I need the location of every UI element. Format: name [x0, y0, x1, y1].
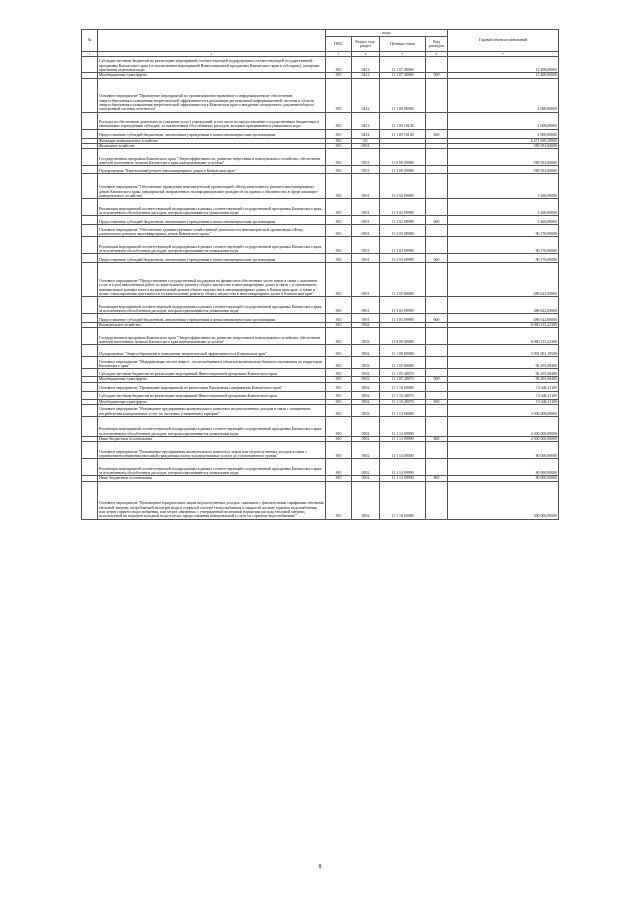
row-grbs-cell: 810	[326, 143, 352, 148]
index-cell: 7	[448, 52, 559, 57]
row-number-cell	[82, 199, 98, 216]
row-number-cell	[82, 314, 98, 323]
row-csr-cell: 11 3 02 09990	[380, 199, 426, 216]
row-vr-cell	[426, 57, 448, 73]
row-vr-cell	[426, 442, 448, 459]
row-amount-cell: 3 260,00000	[448, 199, 559, 216]
row-csr-cell: 11 0 00 00000	[380, 149, 426, 166]
row-grbs-cell: 810	[326, 417, 352, 437]
row-name-cell: Основное мероприятие "Возмещение юридическим лицам недополученных доходов, связанных с фактическими тарифными объемами тепловой энергии, потребляемой на нагрев воды в открытой системе теплоснабжения и закрытой системе горячего водоснабжения, или затрат горячего водоснабжения, или затрат, связанных с утвержденной величиной норматива расхода тепловой энергии, используемой на подогрев холодной воды в целях предоставления коммунальной услуги по горячему водоснабжению"	[98, 481, 326, 519]
row-razdel-cell: 0502	[352, 377, 380, 382]
row-number-cell	[82, 369, 98, 377]
row-grbs-cell: 810	[326, 481, 352, 519]
row-razdel-cell: 0502	[352, 417, 380, 437]
page-number: 8	[318, 864, 322, 870]
row-amount-cell: 580 052,00000	[448, 149, 559, 166]
budget-table	[81, 29, 559, 520]
table-row	[82, 166, 559, 174]
row-number-cell	[82, 254, 98, 263]
table-row	[82, 481, 559, 519]
row-csr-cell: 11 1 13 09990	[380, 437, 426, 442]
table-row	[82, 391, 559, 399]
row-amount-cell: 80 000,00000	[448, 459, 559, 476]
row-grbs-cell: 810	[326, 225, 352, 237]
table-row	[82, 225, 559, 237]
row-csr-cell: 11 3 03 09990	[380, 237, 426, 254]
row-amount-cell: 15 446,11100	[448, 382, 559, 391]
row-vr-cell	[426, 78, 448, 112]
row-amount-cell: 4 300 000,00000	[448, 417, 559, 437]
row-grbs-cell: 810	[326, 377, 352, 382]
row-amount-cell: 96 455,08400	[448, 357, 559, 369]
row-razdel-cell: 0502	[352, 391, 380, 399]
row-number-cell	[82, 263, 98, 297]
table-row	[82, 405, 559, 417]
row-vr-cell	[426, 199, 448, 216]
row-razdel-cell: 0502	[352, 369, 380, 377]
row-razdel-cell: 0501	[352, 174, 380, 199]
row-grbs-cell: 810	[326, 399, 352, 404]
row-vr-cell: 800	[426, 476, 448, 481]
row-razdel-cell: 0412	[352, 129, 380, 138]
row-name-cell: Подпрограмма "Энергосбережение и повышение энергетической эффективности в Камчатском крае"	[98, 345, 326, 357]
row-razdel-cell: 0412	[352, 112, 380, 129]
row-grbs-cell: 810	[326, 263, 352, 297]
row-grbs-cell: 810	[326, 138, 352, 143]
table-row	[82, 345, 559, 357]
row-amount-cell: 200 000,00000	[448, 481, 559, 519]
row-name-cell: Основное мероприятие "Обеспечение административно-хозяйственной деятельности некоммерческой организации «Фонд капитального ремонта многоквартирных домов Камчатского края»"	[98, 225, 326, 237]
row-razdel-cell: 0412	[352, 57, 380, 73]
row-name-cell: Основное мероприятие "Модернизация систем энерго-, теплоснабжения в объектов коммунально-бытового назначения на территории Камчатского края"	[98, 357, 326, 369]
row-grbs-cell: 810	[326, 314, 352, 323]
row-csr-cell: 11 1 05 40070	[380, 377, 426, 382]
row-amount-cell: 15 446,11100	[448, 391, 559, 399]
row-razdel-cell: 0501	[352, 166, 380, 174]
table-row	[82, 369, 559, 377]
row-csr-cell: 11 3 05 09990	[380, 297, 426, 314]
row-csr-cell: 11 1 10 00000	[380, 382, 426, 391]
table-row	[82, 328, 559, 345]
row-grbs-cell: 810	[326, 369, 352, 377]
row-name-cell: Основное мероприятие "Предоставление государственной поддержки на финансовое обеспечение части затрат в связи с оказанием услуг и (или) выполнением работ по капитальному ремонту общего имущества в многоквартирных домах в связи с установлением минимального размера взноса на капитальный ремонт общего имущества в многоквартирных домах в Камчатском крае, а также в целях стимулирования деятельности по капитальному ремонту общего имущества в многоквартирных домах в Камчатском крае"	[98, 263, 326, 297]
row-razdel-cell: 0412	[352, 78, 380, 112]
row-amount-cell: 580 052,00000	[448, 166, 559, 174]
index-cell: 6	[426, 52, 448, 57]
row-grbs-cell: 810	[326, 112, 352, 129]
row-razdel-cell: 0502	[352, 357, 380, 369]
table-row	[82, 382, 559, 391]
row-razdel-cell: 0501	[352, 297, 380, 314]
row-csr-cell: 11 1 00 00000	[380, 345, 426, 357]
row-vr-cell	[426, 225, 448, 237]
row-name-cell: Реализация мероприятий соответствующей подпрограммы в рамках соответствующей государственной программы Камчатского края, за исключением обособленных расходов, которым присваиваются уникальные коды	[98, 459, 326, 476]
row-grbs-cell: 810	[326, 78, 352, 112]
row-amount-cell: 96 455,08400	[448, 369, 559, 377]
index-cell: 2	[98, 52, 326, 57]
row-csr-cell: 11 1 14 09990	[380, 459, 426, 476]
table-row	[82, 174, 559, 199]
index-cell: 4	[352, 52, 380, 57]
row-name-cell: Межбюджетные трансферты	[98, 73, 326, 78]
row-vr-cell: 600	[426, 129, 448, 138]
row-name-cell: Основное мероприятие "Возмещение предприятиям коммунального комплекса недополученных доходов в связи с понижением потребителям коммунальных услуг по льготным (сниженным) тарифам"	[98, 405, 326, 417]
row-grbs-cell: 810	[326, 129, 352, 138]
row-amount-cell: 5 091 901,19500	[448, 345, 559, 357]
row-csr-cell: 11 0 00 00000	[380, 328, 426, 345]
row-vr-cell: 500	[426, 399, 448, 404]
table-row	[82, 314, 559, 323]
row-name-cell: Основное мероприятие "Возмещение предприятиям коммунального комплекса затрат или недополученных доходов в связи с ограничением изменения вносимой гражданами платы за коммунальные услуги до установленного уровня"	[98, 442, 326, 459]
row-amount-cell: 13 400,00000	[448, 73, 559, 78]
row-name-cell: Коммунальное хозяйство	[98, 323, 326, 328]
row-amount-cell: 6 060 215,22300	[448, 323, 559, 328]
row-csr-cell: 11 1 13 09990	[380, 417, 426, 437]
row-name-cell: Реализация мероприятий соответствующей подпрограммы в рамках соответствующей государственной программы Камчатского края, за исключением обособленных расходов, которым присваиваются уникальные коды	[98, 237, 326, 254]
row-razdel-cell: 0502	[352, 328, 380, 345]
row-amount-cell: 15 446,11100	[448, 399, 559, 404]
row-grbs-cell: 810	[326, 323, 352, 328]
row-vr-cell	[426, 391, 448, 399]
row-razdel-cell: 0501	[352, 216, 380, 225]
row-vr-cell	[426, 297, 448, 314]
row-grbs-cell: 810	[326, 254, 352, 263]
row-csr-cell: 11 3 02 00000	[380, 174, 426, 199]
row-name-cell: Иные бюджетные ассигнования	[98, 437, 326, 442]
header-name	[98, 30, 326, 52]
row-amount-cell: 2 000,00000	[448, 129, 559, 138]
row-vr-cell	[426, 149, 448, 166]
index-cell: 3	[326, 52, 352, 57]
table-row	[82, 112, 559, 129]
row-csr-cell: 11 1 14 00000	[380, 442, 426, 459]
row-csr-cell: 11 1 10 40070	[380, 399, 426, 404]
row-number-cell	[82, 112, 98, 129]
row-name-cell: Реализация мероприятий соответствующей подпрограммы в рамках соответствующей государственной программы Камчатского края, за исключением обособленных расходов, которым присваиваются уникальные коды	[98, 417, 326, 437]
row-number-cell	[82, 225, 98, 237]
row-grbs-cell: 810	[326, 442, 352, 459]
row-grbs-cell: 810	[326, 405, 352, 417]
row-vr-cell	[426, 481, 448, 519]
row-csr-cell: 11 1 18 00000	[380, 481, 426, 519]
table-row	[82, 129, 559, 138]
table-row	[82, 263, 559, 297]
table-row	[82, 237, 559, 254]
row-number-cell	[82, 345, 98, 357]
row-vr-cell: 500	[426, 377, 448, 382]
row-name-cell: Жилищное хозяйство	[98, 143, 326, 148]
row-amount-cell: 6 471 659,29900	[448, 138, 559, 143]
row-razdel-cell: 0502	[352, 345, 380, 357]
table-row	[82, 459, 559, 476]
row-name-cell: Предоставление субсидий бюджетным, автономным учреждениям и иным некоммерческим организациям	[98, 216, 326, 225]
row-number-cell	[82, 459, 98, 476]
row-grbs-cell: 810	[326, 73, 352, 78]
row-amount-cell: 90 170,00000	[448, 225, 559, 237]
row-number-cell	[82, 216, 98, 225]
row-name-cell: Межбюджетные трансферты	[98, 377, 326, 382]
index-cell: 5	[380, 52, 426, 57]
header-razdel: Раздел, под-раздел	[352, 37, 380, 52]
row-amount-cell: 96 455,08400	[448, 377, 559, 382]
row-vr-cell	[426, 263, 448, 297]
header-no: №	[82, 30, 98, 52]
row-name-cell: Реализация мероприятий соответствующей подпрограммы в рамках соответствующей государственной программы Камчатского края, за исключением обособленных расходов, которым присваиваются уникальные коды	[98, 297, 326, 314]
table-row	[82, 297, 559, 314]
row-vr-cell: 500	[426, 73, 448, 78]
table-row	[82, 78, 559, 112]
row-vr-cell	[426, 345, 448, 357]
row-csr-cell: 11 1 07 40060	[380, 73, 426, 78]
row-grbs-cell: 810	[326, 149, 352, 166]
row-number-cell	[82, 405, 98, 417]
row-razdel-cell: 0501	[352, 314, 380, 323]
header-amount: Годовой объем ассигнований	[448, 30, 559, 52]
row-name-cell: Межбюджетные трансферты	[98, 399, 326, 404]
row-razdel-cell: 0502	[352, 442, 380, 459]
row-number-cell	[82, 442, 98, 459]
row-grbs-cell: 810	[326, 237, 352, 254]
row-razdel-cell: 0501	[352, 254, 380, 263]
row-vr-cell: 600	[426, 314, 448, 323]
row-vr-cell	[426, 166, 448, 174]
row-vr-cell	[426, 328, 448, 345]
row-name-cell: Реализация мероприятий соответствующей подпрограммы в рамках соответствующей государственной программы Камчатского края, за исключением обособленных расходов, которым присваиваются уникальные коды	[98, 199, 326, 216]
table-row	[82, 216, 559, 225]
row-name-cell: Иные бюджетные ассигнования	[98, 476, 326, 481]
row-razdel-cell: 0412	[352, 73, 380, 78]
row-csr-cell: 11 3 02 09990	[380, 216, 426, 225]
row-razdel-cell: 0501	[352, 263, 380, 297]
row-amount-cell: 486 622,00000	[448, 314, 559, 323]
row-vr-cell	[426, 405, 448, 417]
row-amount-cell: 3 260,00000	[448, 216, 559, 225]
row-name-cell: Расходы на обеспечение деятельности (оказание услуг) учреждений, в том числе на предоставление государственным бюджетным и автономным учреждениям субсидий, за исключением обособленных расходов, которым присваиваются уникальные коды	[98, 112, 326, 129]
row-amount-cell: 4 300 000,00000	[448, 437, 559, 442]
row-number-cell	[82, 166, 98, 174]
row-grbs-cell: 810	[326, 459, 352, 476]
row-razdel-cell: 0502	[352, 459, 380, 476]
row-number-cell	[82, 78, 98, 112]
header-grbs: ГРБС	[326, 37, 352, 52]
row-number-cell	[82, 357, 98, 369]
row-name-cell: Субсидии местным бюджетам на реализацию мероприятий Инвестиционной программы Камчатского края	[98, 369, 326, 377]
row-csr-cell: 11 1 14 09990	[380, 476, 426, 481]
row-vr-cell	[426, 357, 448, 369]
header-codes: коды	[326, 30, 448, 37]
row-amount-cell: 3 260,00000	[448, 174, 559, 199]
header-vr: Вид расходов	[426, 37, 448, 52]
index-cell: 1	[82, 52, 98, 57]
row-name-cell: Жилищно-коммунальное хозяйство	[98, 138, 326, 143]
row-number-cell	[82, 382, 98, 391]
row-grbs-cell: 810	[326, 382, 352, 391]
row-name-cell: Государственная программа Камчатского края "Энергоэффективность, развитие энергетики и коммунального хозяйства, обеспечение жителей населенных пунктов Камчатского края коммунальными услугами"	[98, 149, 326, 166]
row-razdel-cell: 0501	[352, 143, 380, 148]
row-csr-cell: 11 1 05 40070	[380, 369, 426, 377]
row-razdel-cell: 0502	[352, 323, 380, 328]
row-name-cell: Основное мероприятие "Проведение мероприятий по организационно-правовому и информационному обеспечению энергосбережения и повышения энергетической эффективности в реализации региональной информационной системы в области энергосбережения и повышения энергетической эффективности в Камчатском крае и внедрение электронного документооборота электронной системы отчетности"	[98, 78, 326, 112]
row-amount-cell: 13 400,00000	[448, 57, 559, 73]
row-grbs-cell: 810	[326, 199, 352, 216]
row-vr-cell: 800	[426, 437, 448, 442]
table-row	[82, 149, 559, 166]
row-csr-cell: 11 1 10 40070	[380, 391, 426, 399]
row-vr-cell	[426, 174, 448, 199]
row-name-cell: Основное мероприятие "Обеспечение проведения некоммерческой организацией «Фонд капитального ремонта многоквартирных домов Камчатского края» мероприятий, направленных на информирование граждан об их правах и обязанностях в сфере жилищно-коммунального хозяйства"	[98, 174, 326, 199]
row-vr-cell: 600	[426, 216, 448, 225]
row-name-cell: Основное мероприятие "Проведение мероприятий по реализации Программы газификации Камчатского края"	[98, 382, 326, 391]
row-number-cell	[82, 391, 98, 399]
row-csr-cell: 11 1 09 00000	[380, 78, 426, 112]
row-amount-cell: 90 170,00000	[448, 254, 559, 263]
row-amount-cell: 2 000,00000	[448, 78, 559, 112]
row-number-cell	[82, 57, 98, 73]
row-razdel-cell: 0502	[352, 481, 380, 519]
row-amount-cell: 2 000,00000	[448, 112, 559, 129]
row-csr-cell: 11 3 03 09990	[380, 254, 426, 263]
row-csr-cell: 11 1 05 00000	[380, 357, 426, 369]
row-amount-cell: 80 000,00000	[448, 476, 559, 481]
table-row	[82, 442, 559, 459]
row-name-cell: Субсидии местным бюджетам на реализацию мероприятий соответствующей подпрограммы соответствующей государственной программы Камчатского края (за исключением мероприятий Инвестиционной программы Камчатского края в субсидиях), которыми присвоены отдельные коды	[98, 57, 326, 73]
row-amount-cell: 90 170,00000	[448, 237, 559, 254]
row-amount-cell: 580 052,00000	[448, 143, 559, 148]
row-number-cell	[82, 149, 98, 166]
row-number-cell	[82, 328, 98, 345]
budget-document	[81, 29, 558, 520]
row-razdel-cell: 05	[352, 138, 380, 143]
row-name-cell: Предоставление субсидий бюджетным, автономным учреждениям и иным некоммерческим организациям	[98, 254, 326, 263]
row-csr-cell: 11 3 03 00000	[380, 225, 426, 237]
table-row	[82, 417, 559, 437]
row-grbs-cell: 810	[326, 391, 352, 399]
row-grbs-cell: 810	[326, 297, 352, 314]
row-grbs-cell: 810	[326, 345, 352, 357]
table-row	[82, 199, 559, 216]
table-row	[82, 254, 559, 263]
row-number-cell	[82, 481, 98, 519]
row-vr-cell	[426, 382, 448, 391]
row-vr-cell: 600	[426, 254, 448, 263]
row-number-cell	[82, 417, 98, 437]
row-name-cell: Субсидии местным бюджетам на реализацию мероприятий Инвестиционной программы Камчатского края	[98, 391, 326, 399]
row-vr-cell	[426, 417, 448, 437]
row-grbs-cell: 810	[326, 476, 352, 481]
row-razdel-cell: 0501	[352, 237, 380, 254]
row-name-cell: Предоставление субсидий бюджетным, автономным учреждениям и иным некоммерческим организациям	[98, 129, 326, 138]
row-grbs-cell: 810	[326, 57, 352, 73]
row-csr-cell: 11 1 13 00000	[380, 405, 426, 417]
row-number-cell	[82, 297, 98, 314]
row-razdel-cell: 0502	[352, 382, 380, 391]
row-razdel-cell: 0502	[352, 437, 380, 442]
row-csr-cell: 11 3 05 00000	[380, 263, 426, 297]
table-row	[82, 357, 559, 369]
header-csr: Целевая статья	[380, 37, 426, 52]
row-razdel-cell: 0502	[352, 476, 380, 481]
row-amount-cell: 486 622,00000	[448, 263, 559, 297]
row-number-cell	[82, 129, 98, 138]
row-name-cell: Государственная программа Камчатского края "Энергоэффективность, развитие энергетики и коммунального хозяйства, обеспечение жителей населенных пунктов Камчатского края коммунальными услугами"	[98, 328, 326, 345]
row-amount-cell: 486 622,00000	[448, 297, 559, 314]
row-csr-cell: 11 3 05 09990	[380, 314, 426, 323]
row-grbs-cell: 810	[326, 174, 352, 199]
row-grbs-cell: 810	[326, 328, 352, 345]
row-csr-cell: 11 3 00 00000	[380, 166, 426, 174]
row-csr-cell: 11 1 07 40060	[380, 57, 426, 73]
row-number-cell	[82, 174, 98, 199]
row-name-cell: Предоставление субсидий бюджетным, автономным учреждениям и иным некоммерческим организациям	[98, 314, 326, 323]
row-name-cell: Подпрограмма "Капитальный ремонт многоквартирных домов в Камчатском крае"	[98, 166, 326, 174]
table-row	[82, 57, 559, 73]
row-razdel-cell: 0501	[352, 149, 380, 166]
row-razdel-cell: 0502	[352, 405, 380, 417]
row-vr-cell	[426, 237, 448, 254]
row-vr-cell	[426, 459, 448, 476]
row-grbs-cell: 810	[326, 216, 352, 225]
row-razdel-cell: 0501	[352, 225, 380, 237]
row-csr-cell: 11 1 09 10140	[380, 112, 426, 129]
row-grbs-cell: 810	[326, 437, 352, 442]
row-grbs-cell: 810	[326, 357, 352, 369]
row-amount-cell: 6 060 215,22300	[448, 328, 559, 345]
row-razdel-cell: 0502	[352, 399, 380, 404]
row-amount-cell: 4 300 000,00000	[448, 405, 559, 417]
row-number-cell	[82, 237, 98, 254]
row-amount-cell: 80 000,00000	[448, 442, 559, 459]
row-csr-cell: 11 1 09 10140	[380, 129, 426, 138]
row-vr-cell	[426, 369, 448, 377]
row-grbs-cell: 810	[326, 166, 352, 174]
row-vr-cell	[426, 112, 448, 129]
row-razdel-cell: 0501	[352, 199, 380, 216]
